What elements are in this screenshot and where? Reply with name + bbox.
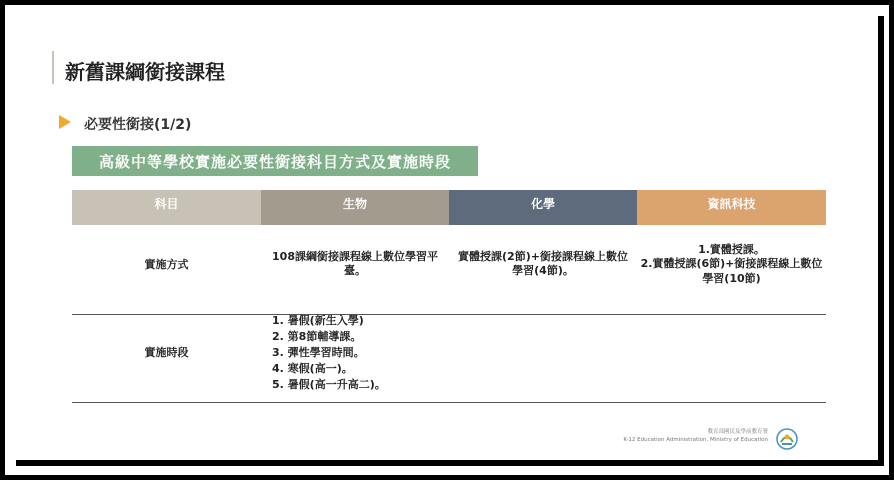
table-bottom-rule [72, 402, 826, 403]
timing-list [272, 313, 386, 393]
slide-subtitle: 必要性銜接(1/2) [84, 117, 192, 133]
header-biology: 生物 [261, 190, 449, 225]
header-chemistry: 化學 [449, 190, 637, 225]
row-label-method: 實施方式 [144, 258, 189, 271]
cell-chemistry-method: 實體授課(2節)+銜接課程線上數位學習(4節)。 [458, 250, 628, 278]
cell-it-method: 1.實體授課。 2.實體授課(6節)+銜接課程線上數位學習(10節) [640, 243, 823, 285]
list-item: 5. 暑假(高一升高二)。 [272, 378, 386, 391]
footer-line-2: K-12 Education Administration, Ministry of Education [623, 437, 768, 443]
header-subject: 科目 [72, 190, 261, 225]
list-item: 2. 第8節輔導課。 [272, 330, 362, 343]
list-item: 4. 寒假(高一)。 [272, 362, 353, 375]
cell-biology-method: 108課綱銜接課程線上數位學習平臺。 [272, 250, 438, 278]
footer-org-name [623, 428, 768, 444]
bullet-arrow-icon [59, 115, 71, 129]
title-accent-bar [52, 51, 54, 84]
list-item: 1. 暑假(新生入學) [272, 314, 364, 327]
footer-line-1: 教育部國民及學前教育署 [707, 429, 768, 435]
ministry-logo-icon [776, 428, 798, 450]
row-divider [72, 314, 826, 315]
row-label-timing: 實施時段 [144, 346, 189, 359]
slide-title: 新舊課綱銜接課程 [65, 60, 225, 84]
header-it: 資訊科技 [637, 190, 826, 225]
section-banner: 高級中等學校實施必要性銜接科目方式及實施時段 [72, 146, 478, 176]
list-item: 3. 彈性學習時間。 [272, 346, 365, 359]
